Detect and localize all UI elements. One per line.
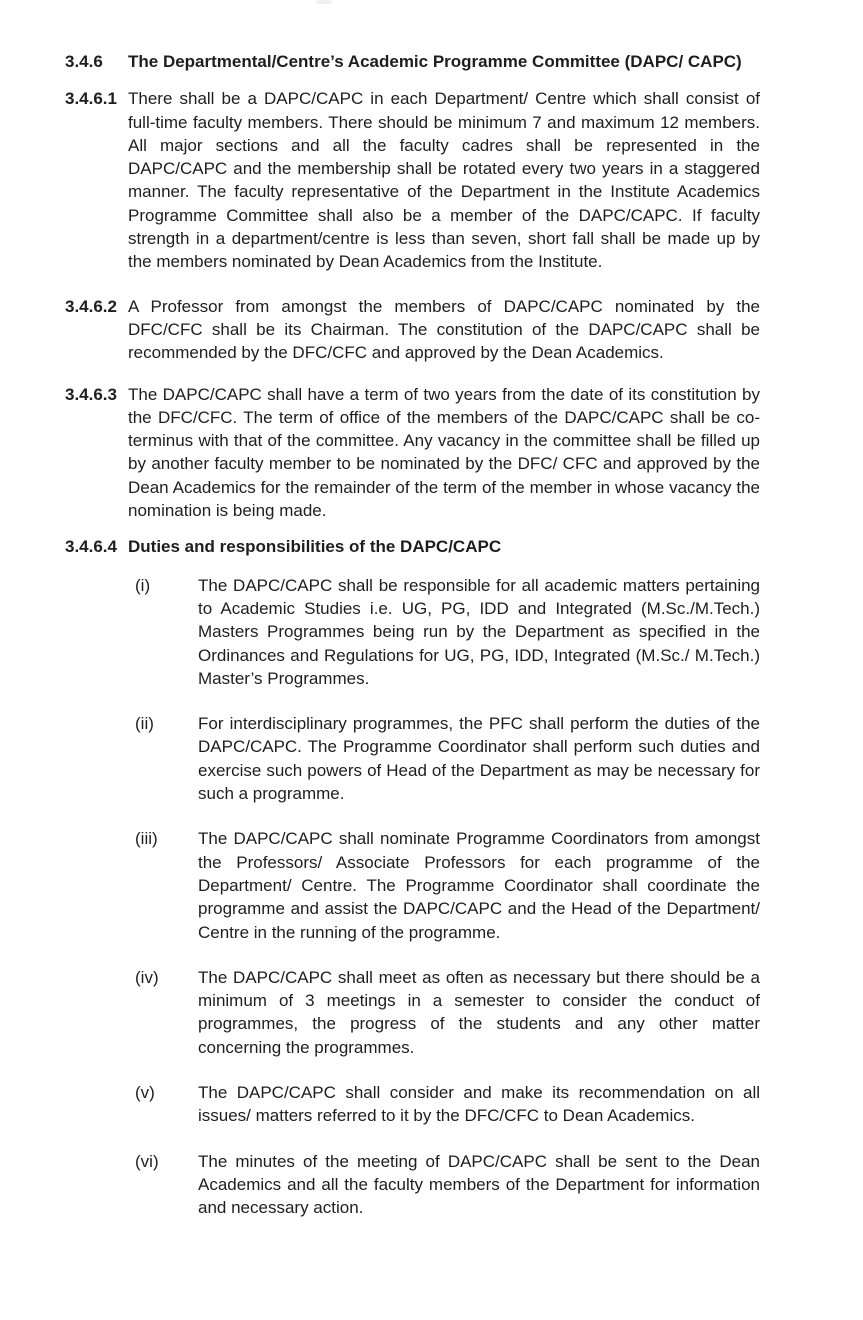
clause-3463 xyxy=(65,383,760,523)
duty-item-iii xyxy=(135,827,760,943)
duty-label: (v) xyxy=(135,1082,155,1102)
duty-item-ii xyxy=(135,712,760,805)
subsection-number: 3.4.6.4 xyxy=(65,537,117,557)
duty-label: (ii) xyxy=(135,714,154,734)
clause-text: The DAPC/CAPC shall have a term of two years from the date of its constitution by the DFC/CFC. The term of office of the members of the DAPC/CAPC shall be co-terminus with that of the committee. Any vacancy in the committee shall be filled up by another faculty member to be nominated by the DFC/ CFC and approved by the Dean Academics for the remainder of the term of the member in whose vacancy the nomination is being made. xyxy=(128,384,760,521)
duty-text: The DAPC/CAPC shall nominate Programme Coordinators from amongst the Professors/ Associate Professors for each programme of the Department/ Centre. The Programme Coordinator shall coordinate the programme and assist the DAPC/CAPC and the Head of the Department/ Centre in the running of the programme. xyxy=(198,829,760,942)
clause-number: 3.4.6.3 xyxy=(65,384,117,404)
clause-number: 3.4.6.1 xyxy=(65,89,117,109)
duty-text: The minutes of the meeting of DAPC/CAPC shall be sent to the Dean Academics and all the faculty members of the Department for information and necessary action. xyxy=(198,1151,760,1218)
section-number: 3.4.6 xyxy=(65,52,103,71)
clause-3462 xyxy=(65,295,760,365)
duty-text: The DAPC/CAPC shall be responsible for all academic matters pertaining to Academic Studies i.e. UG, PG, IDD and Integrated (M.Sc./M.Tech.) Masters Programmes being run by the Department as specified in the Ordinances and Regulations for UG, PG, IDD, Integrated (M.Sc./ M.Tech.) Master’s Programmes. xyxy=(198,575,760,688)
duty-label: (iv) xyxy=(135,967,159,987)
clause-text: A Professor from amongst the members of DAPC/CAPC nominated by the DFC/CFC shall be its Chairman. The constitution of the DAPC/CAPC shall be recommended by the DFC/CFC and approved by the Dean Academics. xyxy=(128,296,760,363)
duty-text: The DAPC/CAPC shall meet as often as necessary but there should be a minimum of 3 meetings in a semester to consider the conduct of programmes, the progress of the students and any other matter concerning the programmes. xyxy=(198,967,760,1057)
duty-text: For interdisciplinary programmes, the PFC shall perform the duties of the DAPC/CAPC. The Programme Coordinator shall perform such duties and exercise such powers of Head of the Department as may be necessary for such a programme. xyxy=(198,714,760,804)
clause-number: 3.4.6.2 xyxy=(65,296,117,316)
clause-3461 xyxy=(65,87,760,273)
scan-artifact xyxy=(316,0,332,4)
duty-item-i xyxy=(135,574,760,690)
duty-label: (vi) xyxy=(135,1151,159,1171)
duty-item-vi xyxy=(135,1150,760,1220)
duty-item-v xyxy=(135,1081,760,1128)
subsection-heading xyxy=(65,535,760,558)
duty-label: (iii) xyxy=(135,829,158,849)
duty-item-iv xyxy=(135,966,760,1059)
clause-text: There shall be a DAPC/CAPC in each Department/ Centre which shall consist of full-time faculty members. There should be minimum 7 and maximum 12 members. All major sections and all the faculty cadres shall be represented in the DAPC/CAPC and the membership shall be rotated every two years in a staggered manner. The faculty representative of the Department in the Institute Academics Programme Committee shall also be a member of the DAPC/CAPC. If faculty strength in a department/centre is less than seven, short fall shall be made up by the members nominated by Dean Academics from the Institute. xyxy=(128,89,760,272)
section-heading xyxy=(65,50,760,73)
section-title: The Departmental/Centre’s Academic Programme Committee (DAPC/ CAPC) xyxy=(128,52,742,71)
duty-text: The DAPC/CAPC shall consider and make its recommendation on all issues/ matters referred to it by the DFC/CFC to Dean Academics. xyxy=(198,1082,760,1126)
duty-label: (i) xyxy=(135,575,151,595)
subsection-title: Duties and responsibilities of the DAPC/CAPC xyxy=(128,537,502,557)
